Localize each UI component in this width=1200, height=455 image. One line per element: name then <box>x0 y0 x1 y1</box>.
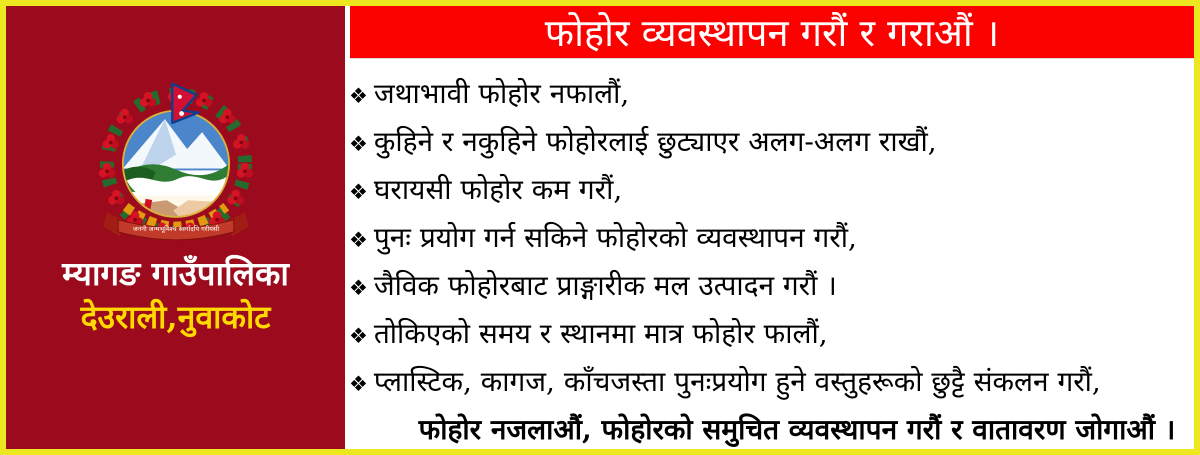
bullet-text: जथाभावी फोहोर नफालौं, <box>373 77 630 110</box>
bullet-item <box>349 311 1188 359</box>
bullet-text: घरायसी फोहोर कम गरौं, <box>373 173 623 206</box>
diamond-bullet-icon: ❖ <box>349 180 368 204</box>
page-title: फोहोर व्यवस्थापन गरौं र गराऔं । <box>544 11 1000 55</box>
bullet-text: कुहिने र नकुहिने फोहोरलाई छुट्याएर अलग-अलग राखौं, <box>373 125 937 158</box>
bullet-text: तोकिएको समय र स्थानमा मात्र फोहोर फालौं, <box>373 317 828 350</box>
bullet-text: जैविक फोहोरबाट प्राङ्गारीक मल उत्पादन गरौं । <box>373 269 837 302</box>
bullet-item <box>349 359 1188 407</box>
logo-motto-text: जननी जन्मभूमिश्च स्वर्गादपि गरीयसी <box>132 224 219 233</box>
bullet-item <box>349 119 1188 167</box>
diamond-bullet-icon: ❖ <box>349 324 368 348</box>
bullet-text: पुनः प्रयोग गर्न सकिने फोहोरको व्यवस्थापन गरौं, <box>373 221 857 254</box>
diamond-bullet-icon: ❖ <box>349 372 368 396</box>
bullet-item <box>349 167 1188 215</box>
sidebar <box>6 6 345 449</box>
title-band <box>350 6 1194 58</box>
diamond-bullet-icon: ❖ <box>349 132 368 156</box>
diamond-bullet-icon: ❖ <box>349 276 368 300</box>
diamond-bullet-icon: ❖ <box>349 84 368 108</box>
municipality-logo <box>92 80 260 244</box>
nepal-emblem-graphic <box>92 80 260 244</box>
footer-slogan: फोहोर नजलाऔं, फोहोरको समुचित व्यवस्थापन गरौं र वातावरण जोगाऔं । <box>418 413 1176 446</box>
municipality-name: म्यागङ गाउँपालिका <box>62 254 289 293</box>
diamond-bullet-icon: ❖ <box>349 228 368 252</box>
bullet-list <box>345 58 1194 407</box>
main-panel <box>345 6 1194 449</box>
bullet-text: प्लास्टिक, कागज, काँचजस्ता पुनःप्रयोग हुने वस्तुहरूको छुट्टै संकलन गरौं, <box>373 365 1101 398</box>
bullet-item <box>349 263 1188 311</box>
municipality-address: देउराली,नुवाकोट <box>80 298 271 336</box>
bullet-item <box>349 215 1188 263</box>
bullet-item <box>349 71 1188 119</box>
